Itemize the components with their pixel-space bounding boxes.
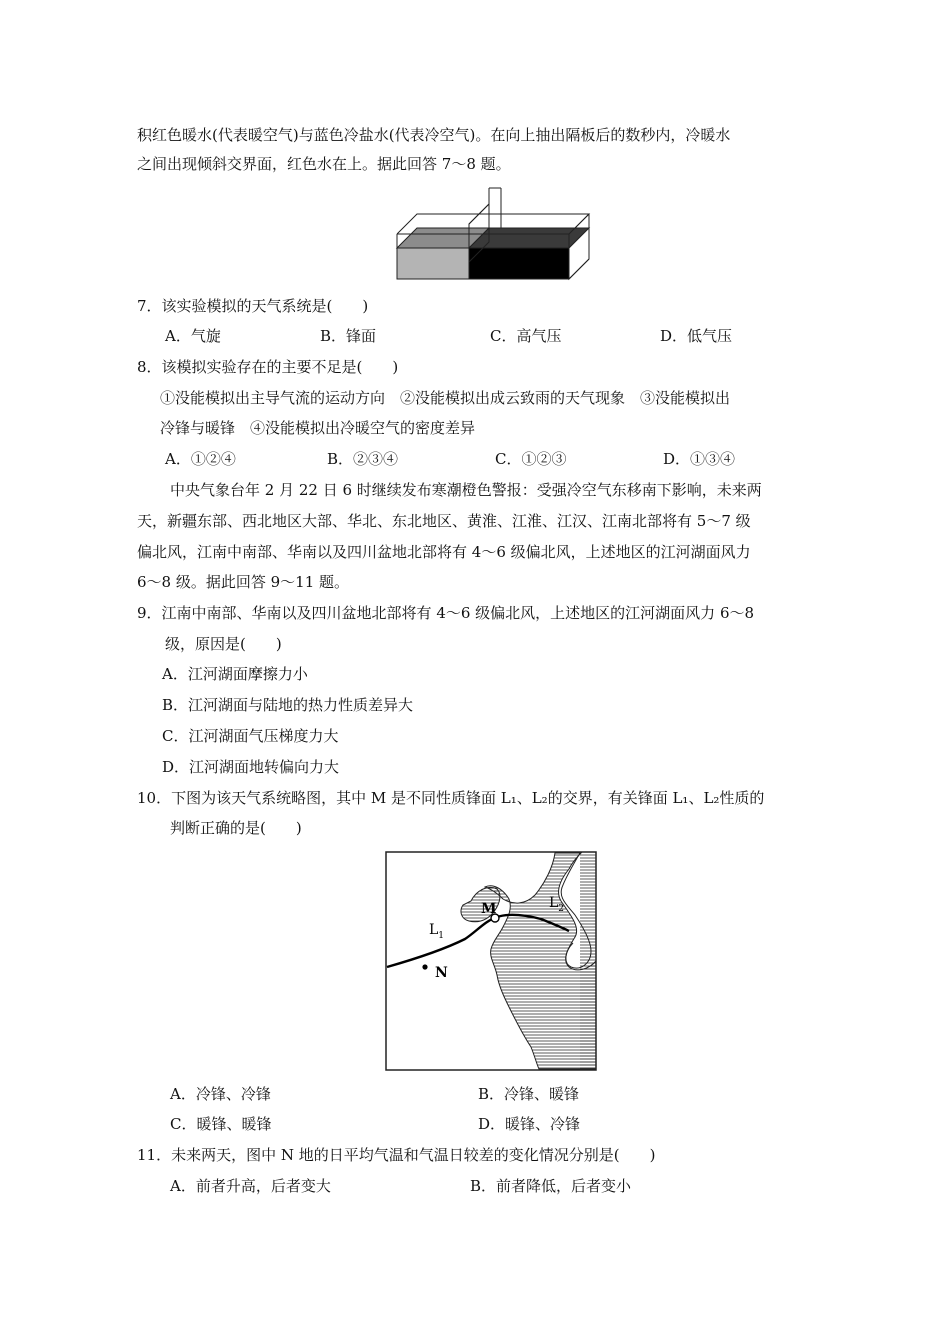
cold-water-front [469,248,569,279]
q8-line-1: ①没能模拟出主导气流的运动方向 ②没能模拟出成云致雨的天气现象 ③没能模拟出 [160,389,731,407]
q7-stem: 7．该实验模拟的天气系统是( ) [137,297,369,315]
q9-option-c[interactable]: C．江河湖面气压梯度力大 [162,727,339,745]
label-l1: $L_1$ [429,922,445,941]
q10-option-c[interactable]: C．暖锋、暖锋 [170,1115,272,1133]
q8-stem: 8．该模拟实验存在的主要不足是( ) [137,358,399,376]
q8-option-d[interactable]: D．①③④ [663,450,736,468]
intro-line-2: 之间出现倾斜交界面，红色水在上。据此回答 7～8 题。 [137,155,511,173]
warm-water-front [397,248,469,279]
passage2-line-2: 天，新疆东部、西北地区大部、华北、东北地区、黄淮、江淮、江汉、江南北部将有 5～7 级 [137,512,751,530]
q10-stem-line-2: 判断正确的是( ) [170,819,302,837]
q11-option-a[interactable]: A．前者升高，后者变大 [170,1177,331,1195]
q9-stem-line-2: 级，原因是( ) [165,635,282,653]
q7-option-c[interactable]: C．高气压 [490,327,562,345]
point-n-marker [422,964,427,969]
q10-stem-line-1: 10．下图为该天气系统略图，其中 M 是不同性质锋面 L₁、L₂的交界，有关锋面 L₁、L₂性质的 [137,789,765,807]
q10-option-b[interactable]: B．冷锋、暖锋 [478,1085,580,1103]
cold-water-top [469,228,589,248]
passage2-line-4: 6～8 级。据此回答 9～11 题。 [137,573,350,591]
q11-option-b[interactable]: B．前者降低，后者变小 [470,1177,632,1195]
q10-option-a[interactable]: A．冷锋、冷锋 [170,1085,271,1103]
q7-option-d[interactable]: D．低气压 [660,327,733,345]
q11-stem: 11．未来两天，图中 N 地的日平均气温和气温日较差的变化情况分别是( ) [137,1146,656,1164]
passage2-line-1: 中央气象台年 2 月 22 日 6 时继续发布寒潮橙色警报：受强冷空气东移南下影响，未来两 [170,481,762,499]
q8-line-2: 冷锋与暖锋 ④没能模拟出冷暖空气的密度差异 [160,419,476,437]
q7-option-b[interactable]: B．锋面 [320,327,377,345]
tank-experiment-figure [392,186,602,284]
intro-line-1: 积红色暖水(代表暖空气)与蓝色冷盐水(代表冷空气)。在向上抽出隔板后的数秒内，冷暖水 [137,126,731,144]
q10-option-d[interactable]: D．暖锋、冷锋 [478,1115,581,1133]
q8-option-b[interactable]: B．②③④ [327,450,399,468]
q9-option-b[interactable]: B．江河湖面与陆地的热力性质差异大 [162,696,414,714]
q9-option-a[interactable]: A．江河湖面摩擦力小 [162,665,308,683]
label-m: M [481,901,497,917]
q8-option-c[interactable]: C．①②③ [495,450,567,468]
weather-system-map [385,851,597,1071]
passage2-line-3: 偏北风，江南中南部、华南以及四川盆地北部将有 4～6 级偏北风，上述地区的江河湖面风力 [137,543,751,561]
q9-stem-line-1: 9．江南中南部、华南以及四川盆地北部将有 4～6 级偏北风，上述地区的江河湖面风力 6～8 [137,604,755,622]
q8-option-a[interactable]: A．①②④ [165,450,236,468]
q7-option-a[interactable]: A．气旋 [165,327,221,345]
q9-option-d[interactable]: D．江河湖面地转偏向力大 [162,758,340,776]
label-n: N [435,965,448,981]
label-l2: $L_2$ [549,895,565,914]
